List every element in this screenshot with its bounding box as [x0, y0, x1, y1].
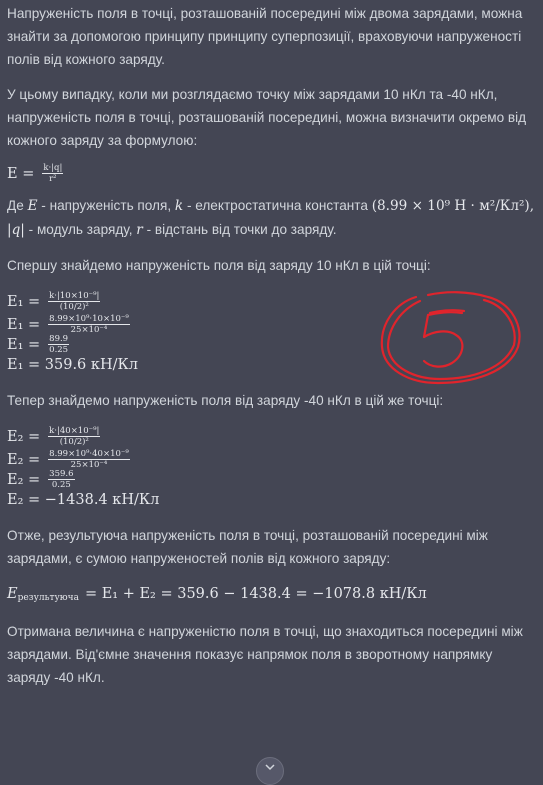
symbol-e: E	[27, 198, 38, 214]
e2-denominator: (10/2)²	[59, 437, 89, 447]
formula-block-e2	[7, 424, 535, 510]
e2-numerator: 8.99×10⁹·40×10⁻⁹	[49, 449, 129, 459]
e1-denominator: 0.25	[49, 345, 69, 355]
definitions-text: - відстань від точки до заряду.	[146, 222, 337, 237]
paragraph-definitions	[7, 194, 535, 242]
paragraph-step1: Спершу знайдемо напруженість поля від заряду 10 нКл в цій точці:	[7, 258, 431, 273]
e1-result: E₁ = 359.6 кН/Кл	[7, 356, 138, 373]
e2-line-2	[7, 450, 535, 470]
paragraph-step2: Тепер знайдемо напруженість поля від заряду -40 нКл в цій же точці:	[7, 393, 444, 408]
paragraph-context: У цьому випадку, коли ми розглядаємо точку між зарядами 10 нКл та -40 нКл, напруженість поля в точці, розташованій посередині, можна визначити окремо від кожного заряду за формулою:	[7, 87, 527, 148]
paragraph-conclusion: Отримана величина є напруженістю поля в точці, що знаходиться посередині між зарядами. Від'ємне значення показує напрямок поля в зворотному напрямку заряду -40 нКл.	[7, 624, 523, 685]
result-symbol: E	[7, 585, 18, 602]
definitions-text: - електростатична константа	[186, 198, 368, 213]
result-subscript: результуюча	[17, 592, 79, 603]
e2-line-3	[7, 470, 535, 490]
e2-lhs: E₂ =	[7, 428, 41, 445]
chevron-down-icon	[264, 761, 276, 773]
e1-denominator: (10/2)²	[59, 302, 89, 312]
e2-lhs: E₂ =	[7, 451, 41, 468]
e2-lhs: E₂ =	[7, 471, 41, 488]
e2-result: E₂ = −1438.4 кН/Кл	[7, 491, 160, 508]
symbol-r: r	[136, 222, 143, 238]
definitions-text: Де	[7, 198, 24, 213]
e1-numerator: k·|10×10⁻⁹|	[49, 291, 100, 301]
e2-numerator: 359.6	[49, 469, 74, 479]
e2-numerator: k·|40×10⁻⁹|	[49, 426, 100, 436]
formula-fraction	[42, 163, 63, 185]
formula-lhs: E =	[7, 165, 35, 182]
handwritten-five-annotation	[376, 289, 524, 387]
e1-numerator: 89.9	[49, 334, 69, 344]
e1-lhs: E₁ =	[7, 336, 41, 353]
definitions-text: - модуль заряду,	[28, 222, 133, 237]
e1-numerator: 8.99×10⁹·10×10⁻⁹	[49, 314, 129, 324]
symbol-q: |q|	[7, 222, 25, 238]
formula-numerator: k·|q|	[43, 163, 63, 173]
e1-lhs: E₁ =	[7, 293, 41, 310]
paragraph-sum: Отже, результуюча напруженість поля в точці, розташованій посередині між зарядами, є сумою напруженостей полів від кожного заряду:	[7, 528, 488, 566]
scroll-to-bottom-button[interactable]	[256, 757, 284, 785]
e2-denominator: 25×10⁻⁴	[70, 460, 108, 470]
e2-denominator: 0.25	[51, 480, 71, 490]
symbol-k: k	[174, 198, 184, 214]
formula-denominator: r²	[49, 174, 57, 184]
e1-denominator: 25×10⁻⁴	[70, 325, 108, 335]
formula-main	[7, 164, 535, 184]
paragraph-intro: Напруженість поля в точці, розташованій посередині між двома зарядами, можна знайти за допомогою принципу принципу суперпозиції, враховуючи напруженості полів від кожного заряду.	[7, 6, 523, 67]
e1-lhs: E₁ =	[7, 316, 41, 333]
definitions-text: - напруженість поля,	[41, 198, 172, 213]
constant-value: (8.99 × 10⁹ Н · м²/Кл²),	[371, 198, 535, 214]
formula-result	[7, 582, 535, 606]
result-equation: = E₁ + E₂ = 359.6 − 1438.4 = −1078.8 кН/Кл	[84, 585, 427, 602]
e2-line-1	[7, 424, 535, 450]
